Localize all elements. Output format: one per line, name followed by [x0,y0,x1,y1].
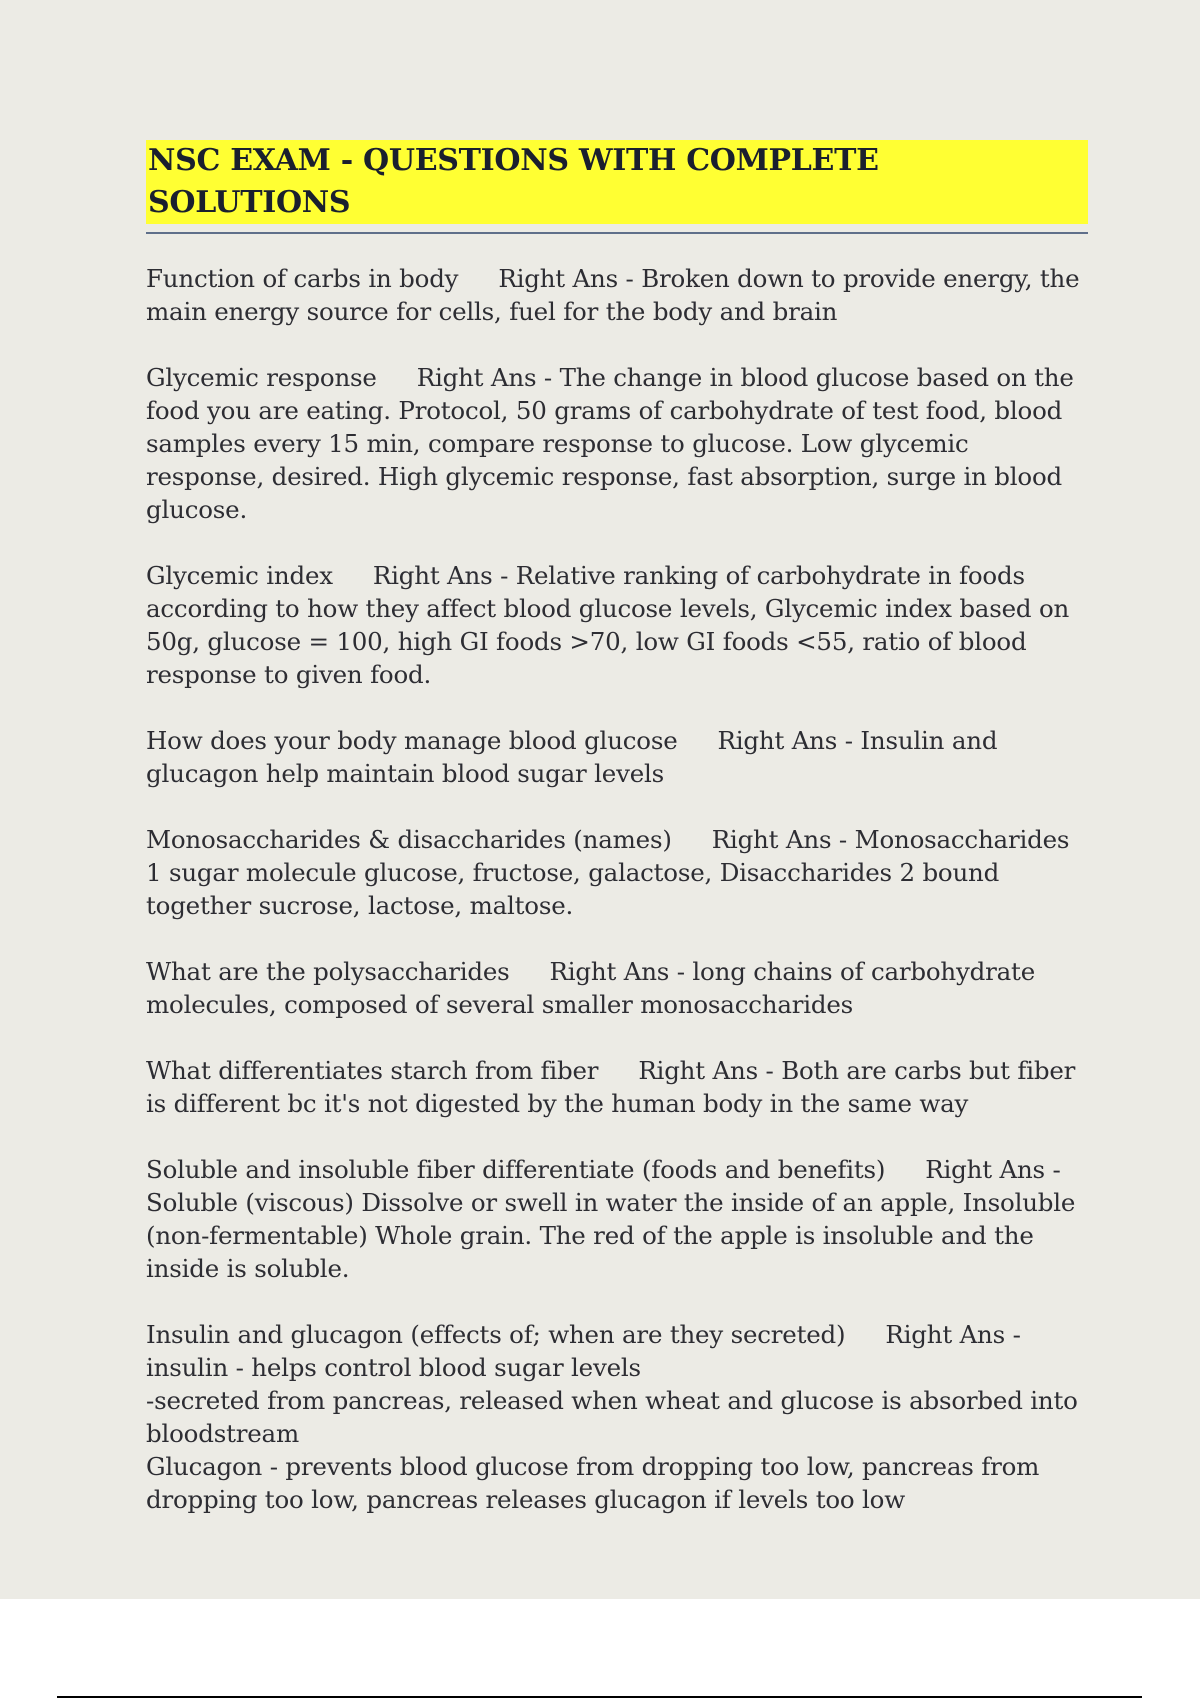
question-text: Glycemic response [146,363,377,392]
answer-text: Right Ans - Soluble (viscous) Dissolve or swell in water the inside of an apple, Insoluble (non-fermentable) Whole grain. The red of the apple is insoluble and the inside is soluble. [146,1155,1076,1283]
question-text: Glycemic index [146,561,333,590]
answer-text: Right Ans - Relative ranking of carbohydrate in foods according to how they affect blood glucose levels, Glycemic index based on 50g, glucose = 100, high GI foods >70, low GI foods <55, ratio of blood response to given food. [146,561,1070,689]
answer-text: Right Ans - insulin - helps control blood sugar levels -secreted from pancreas, released when wheat and glucose is absorbed into bloodstream Glucagon - prevents blood glucose from dropping too low, pancreas from dropping too low, pancreas releases glucagon if levels too low [146,1320,1078,1514]
qa-item [146,559,1088,691]
qa-item [146,361,1088,526]
answer-text: Right Ans - Monosaccharides 1 sugar molecule glucose, fructose, galactose, Disaccharides 2 bound together sucrose, lactose, maltose. [146,825,1070,920]
question-text: Monosaccharides & disaccharides (names) [146,825,672,854]
question-text: What are the polysaccharides [146,957,510,986]
qa-item [146,1318,1088,1516]
answer-text: Right Ans - Insulin and glucagon help maintain blood sugar levels [146,726,998,788]
qa-item [146,823,1088,922]
answer-text: Right Ans - long chains of carbohydrate molecules, composed of several smaller monosaccharides [146,957,1035,1019]
qa-item [146,1054,1088,1120]
page-divider [57,1696,1142,1698]
answer-text: Right Ans - Both are carbs but fiber is different bc it's not digested by the human body in the same way [146,1056,1076,1118]
qa-item [146,724,1088,790]
question-text: Soluble and insoluble fiber differentiate (foods and benefits) [146,1155,886,1184]
qa-item [146,262,1088,328]
question-text: Function of carbs in body [146,264,459,293]
question-text: What differentiates starch from fiber [146,1056,599,1085]
answer-text: Right Ans - Broken down to provide energy, the main energy source for cells, fuel for the body and brain [146,264,1080,326]
qa-item [146,1153,1088,1285]
qa-item [146,955,1088,1021]
question-text: How does your body manage blood glucose [146,726,678,755]
question-text: Insulin and glucagon (effects of; when are they secreted) [146,1320,846,1349]
page-title: NSC EXAM - QUESTIONS WITH COMPLETE SOLUTIONS [146,140,1088,224]
answer-text: Right Ans - The change in blood glucose based on the food you are eating. Protocol, 50 grams of carbohydrate of test food, blood samples every 15 min, compare response to glucose. Low glycemic response, desired. High glycemic response, fast absorption, surge in blood glucose. [146,363,1074,524]
title-block [146,140,1088,234]
document-content [146,140,1088,1549]
